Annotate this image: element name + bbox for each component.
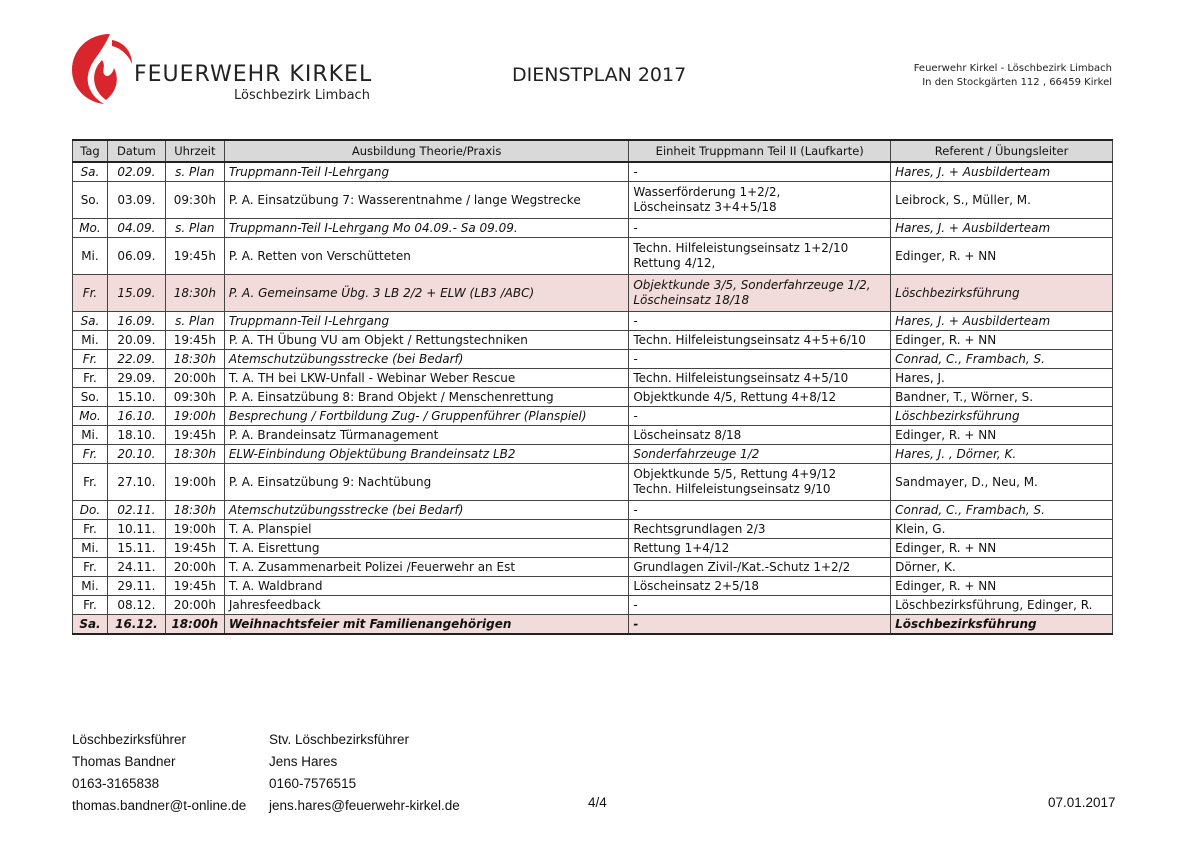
cell-einheit: [629, 388, 891, 407]
cell-einheit: [629, 426, 891, 445]
einheit-line: -: [633, 220, 638, 235]
footer-email[interactable]: thomas.bandner@t-online.de: [72, 798, 247, 813]
cell-tag: Fr.: [73, 445, 108, 464]
cell-referent: Löschbezirksführung: [891, 275, 1113, 312]
table-row: [73, 407, 1113, 426]
cell-referent: Hares, J. + Ausbilderteam: [891, 219, 1113, 238]
table-row: [73, 445, 1113, 464]
cell-referent: Conrad, C., Frambach, S.: [891, 501, 1113, 520]
cell-uhrzeit: 19:45h: [165, 331, 224, 350]
cell-datum: 10.11.: [107, 520, 165, 539]
einheit-line: -: [633, 616, 639, 631]
cell-uhrzeit: 19:45h: [165, 539, 224, 558]
table-header-row: [73, 140, 1113, 162]
cell-einheit: [629, 331, 891, 350]
cell-referent: Edinger, R. + NN: [891, 577, 1113, 596]
cell-tag: Mi.: [73, 577, 108, 596]
cell-uhrzeit: 20:00h: [165, 369, 224, 388]
address-line: In den Stockgärten 112 , 66459 Kirkel: [922, 77, 1112, 88]
cell-referent: Dörner, K.: [891, 558, 1113, 577]
cell-ausbildung: Truppmann-Teil I-Lehrgang: [224, 162, 629, 182]
cell-tag: Fr.: [73, 350, 108, 369]
footer-person: Thomas Bandner: [72, 754, 176, 769]
einheit-line: Löscheinsatz 8/18: [633, 427, 742, 442]
cell-einheit: [629, 275, 891, 312]
einheit-line: Objektkunde 5/5, Rettung 4+9/12: [633, 467, 837, 481]
einheit-line: -: [633, 408, 638, 423]
table-row: [73, 615, 1113, 635]
cell-uhrzeit: 18:30h: [165, 501, 224, 520]
table-row: [73, 219, 1113, 238]
cell-einheit: [629, 312, 891, 331]
cell-uhrzeit: s. Plan: [165, 162, 224, 182]
table-row: [73, 238, 1113, 275]
table-row: [73, 520, 1113, 539]
cell-datum: 16.10.: [107, 407, 165, 426]
cell-ausbildung: Atemschutzübungsstrecke (bei Bedarf): [224, 501, 629, 520]
cell-datum: 22.09.: [107, 350, 165, 369]
einheit-line: Löscheinsatz 2+5/18: [633, 578, 759, 593]
cell-uhrzeit: 19:00h: [165, 407, 224, 426]
cell-referent: Klein, G.: [891, 520, 1113, 539]
cell-referent: Sandmayer, D., Neu, M.: [891, 464, 1113, 501]
table-row: [73, 369, 1113, 388]
cell-datum: 27.10.: [107, 464, 165, 501]
cell-ausbildung: Truppmann-Teil I-Lehrgang: [224, 312, 629, 331]
column-header-ausbildung: Ausbildung Theorie/Praxis: [224, 140, 629, 162]
cell-referent: Löschbezirksführung, Edinger, R.: [891, 596, 1113, 615]
column-header-datum: Datum: [107, 140, 165, 162]
cell-tag: Do.: [73, 501, 108, 520]
table-row: [73, 426, 1113, 445]
cell-datum: 20.09.: [107, 331, 165, 350]
cell-einheit: [629, 558, 891, 577]
cell-tag: So.: [73, 182, 108, 219]
einheit-line: Wasserförderung 1+2/2,: [633, 185, 781, 199]
cell-ausbildung: Atemschutzübungsstrecke (bei Bedarf): [224, 350, 629, 369]
cell-tag: Sa.: [73, 615, 108, 635]
column-header-tag: Tag: [73, 140, 108, 162]
cell-uhrzeit: 19:45h: [165, 577, 224, 596]
einheit-line: Löscheinsatz 3+4+5/18: [633, 200, 777, 214]
cell-ausbildung: Truppmann-Teil I-Lehrgang Mo 04.09.- Sa 09.09.: [224, 219, 629, 238]
einheit-line: Techn. Hilfeleistungseinsatz 4+5/10: [633, 370, 849, 385]
table-row: [73, 350, 1113, 369]
einheit-line: -: [633, 313, 638, 328]
cell-referent: Bandner, T., Wörner, S.: [891, 388, 1113, 407]
einheit-line: -: [633, 164, 638, 179]
org-name: FEUERWEHR KIRKEL: [134, 62, 373, 87]
document-date: 07.01.2017: [1048, 795, 1116, 810]
cell-datum: 15.10.: [107, 388, 165, 407]
table-row: [73, 388, 1113, 407]
page-title: DIENSTPLAN 2017: [512, 64, 687, 86]
cell-ausbildung: P. A. Einsatzübung 7: Wasserentnahme / lange Wegstrecke: [224, 182, 629, 219]
cell-tag: Fr.: [73, 369, 108, 388]
einheit-line: Objektkunde 4/5, Rettung 4+8/12: [633, 389, 837, 404]
table-row: [73, 596, 1113, 615]
schedule-table: [72, 139, 1113, 635]
cell-einheit: [629, 445, 891, 464]
cell-uhrzeit: 18:30h: [165, 445, 224, 464]
cell-referent: Hares, J. + Ausbilderteam: [891, 162, 1113, 182]
einheit-line: Techn. Hilfeleistungseinsatz 1+2/10: [633, 241, 849, 255]
cell-tag: Mi.: [73, 331, 108, 350]
cell-ausbildung: Jahresfeedback: [224, 596, 629, 615]
cell-uhrzeit: 19:00h: [165, 520, 224, 539]
cell-ausbildung: P. A. Einsatzübung 8: Brand Objekt / Menschenrettung: [224, 388, 629, 407]
footer-contact-left: [72, 729, 246, 817]
footer-phone: 0163-3165838: [72, 776, 160, 791]
cell-uhrzeit: 18:30h: [165, 275, 224, 312]
cell-datum: 03.09.: [107, 182, 165, 219]
table-row: [73, 577, 1113, 596]
cell-uhrzeit: 20:00h: [165, 596, 224, 615]
cell-einheit: [629, 162, 891, 182]
cell-referent: Löschbezirksführung: [891, 615, 1113, 635]
cell-datum: 15.09.: [107, 275, 165, 312]
org-subtitle: Löschbezirk Limbach: [234, 88, 370, 103]
einheit-line: Sonderfahrzeuge 1/2: [633, 446, 760, 461]
einheit-line: -: [633, 597, 638, 612]
column-header-einheit: Einheit Truppmann Teil II (Laufkarte): [629, 140, 891, 162]
cell-uhrzeit: 18:00h: [165, 615, 224, 635]
cell-uhrzeit: 19:45h: [165, 426, 224, 445]
cell-einheit: [629, 350, 891, 369]
table-row: [73, 275, 1113, 312]
cell-referent: Löschbezirksführung: [891, 407, 1113, 426]
cell-ausbildung: P. A. TH Übung VU am Objekt / Rettungstechniken: [224, 331, 629, 350]
cell-uhrzeit: 19:45h: [165, 238, 224, 275]
einheit-line: Objektkunde 3/5, Sonderfahrzeuge 1/2,: [633, 278, 871, 292]
cell-datum: 06.09.: [107, 238, 165, 275]
cell-datum: 29.09.: [107, 369, 165, 388]
einheit-line: Löscheinsatz 18/18: [633, 293, 750, 307]
cell-einheit: [629, 219, 891, 238]
footer-person: Jens Hares: [269, 754, 338, 769]
cell-referent: Edinger, R. + NN: [891, 331, 1113, 350]
address-line: Feuerwehr Kirkel - Löschbezirk Limbach: [913, 63, 1112, 74]
cell-datum: 02.11.: [107, 501, 165, 520]
footer-role: Löschbezirksführer: [72, 732, 187, 747]
cell-datum: 29.11.: [107, 577, 165, 596]
cell-einheit: [629, 615, 891, 635]
cell-einheit: [629, 464, 891, 501]
cell-ausbildung: T. A. Planspiel: [224, 520, 629, 539]
cell-referent: Edinger, R. + NN: [891, 426, 1113, 445]
cell-ausbildung: Weihnachtsfeier mit Familienangehörigen: [224, 615, 629, 635]
cell-referent: Hares, J. + Ausbilderteam: [891, 312, 1113, 331]
cell-tag: Mi.: [73, 426, 108, 445]
cell-referent: Edinger, R. + NN: [891, 539, 1113, 558]
cell-datum: 24.11.: [107, 558, 165, 577]
logo: [70, 30, 390, 110]
table-row: [73, 162, 1113, 182]
flame-logo-icon: [70, 30, 134, 106]
cell-ausbildung: P. A. Gemeinsame Übg. 3 LB 2/2 + ELW (LB3 /ABC): [224, 275, 629, 312]
cell-datum: 08.12.: [107, 596, 165, 615]
cell-ausbildung: P. A. Einsatzübung 9: Nachtübung: [224, 464, 629, 501]
cell-tag: Fr.: [73, 464, 108, 501]
cell-tag: Fr.: [73, 596, 108, 615]
cell-einheit: [629, 520, 891, 539]
cell-tag: Fr.: [73, 275, 108, 312]
column-header-referent: Referent / Übungsleiter: [891, 140, 1113, 162]
table-row: [73, 312, 1113, 331]
cell-uhrzeit: 18:30h: [165, 350, 224, 369]
einheit-line: Rettung 1+4/12: [633, 540, 730, 555]
cell-tag: Fr.: [73, 558, 108, 577]
cell-ausbildung: T. A. Zusammenarbeit Polizei /Feuerwehr an Est: [224, 558, 629, 577]
cell-ausbildung: T. A. Waldbrand: [224, 577, 629, 596]
cell-ausbildung: Besprechung / Fortbildung Zug- / Gruppenführer (Planspiel): [224, 407, 629, 426]
cell-einheit: [629, 238, 891, 275]
cell-uhrzeit: 19:00h: [165, 464, 224, 501]
einheit-line: Techn. Hilfeleistungseinsatz 4+5+6/10: [633, 332, 866, 347]
cell-datum: 16.09.: [107, 312, 165, 331]
cell-uhrzeit: 09:30h: [165, 388, 224, 407]
einheit-line: Rettung 4/12,: [633, 256, 716, 270]
cell-einheit: [629, 407, 891, 426]
cell-einheit: [629, 501, 891, 520]
cell-tag: Mo.: [73, 219, 108, 238]
table-row: [73, 464, 1113, 501]
cell-tag: Mi.: [73, 539, 108, 558]
cell-einheit: [629, 182, 891, 219]
table-row: [73, 501, 1113, 520]
cell-uhrzeit: s. Plan: [165, 312, 224, 331]
cell-tag: Mi.: [73, 238, 108, 275]
cell-ausbildung: T. A. TH bei LKW-Unfall - Webinar Weber Rescue: [224, 369, 629, 388]
cell-referent: Leibrock, S., Müller, M.: [891, 182, 1113, 219]
cell-einheit: [629, 539, 891, 558]
cell-datum: 20.10.: [107, 445, 165, 464]
cell-einheit: [629, 577, 891, 596]
footer-role: Stv. Löschbezirksführer: [269, 732, 410, 747]
cell-referent: Edinger, R. + NN: [891, 238, 1113, 275]
cell-einheit: [629, 596, 891, 615]
cell-tag: Fr.: [73, 520, 108, 539]
cell-datum: 18.10.: [107, 426, 165, 445]
cell-tag: Mo.: [73, 407, 108, 426]
footer-phone: 0160-7576515: [269, 776, 357, 791]
cell-ausbildung: P. A. Brandeinsatz Türmanagement: [224, 426, 629, 445]
cell-referent: Hares, J. , Dörner, K.: [891, 445, 1113, 464]
cell-tag: Sa.: [73, 312, 108, 331]
cell-ausbildung: ELW-Einbindung Objektübung Brandeinsatz LB2: [224, 445, 629, 464]
einheit-line: -: [633, 502, 638, 517]
table-row: [73, 331, 1113, 350]
cell-uhrzeit: 20:00h: [165, 558, 224, 577]
einheit-line: Techn. Hilfeleistungseinsatz 9/10: [633, 482, 831, 496]
cell-datum: 04.09.: [107, 219, 165, 238]
einheit-line: -: [633, 351, 638, 366]
cell-referent: Conrad, C., Frambach, S.: [891, 350, 1113, 369]
cell-tag: So.: [73, 388, 108, 407]
footer-contact-middle: [269, 729, 460, 817]
cell-ausbildung: T. A. Eisrettung: [224, 539, 629, 558]
table-row: [73, 182, 1113, 219]
page-number: 4/4: [588, 795, 607, 810]
cell-uhrzeit: 09:30h: [165, 182, 224, 219]
cell-datum: 16.12.: [107, 615, 165, 635]
column-header-uhrzeit: Uhrzeit: [165, 140, 224, 162]
cell-tag: Sa.: [73, 162, 108, 182]
einheit-line: Grundlagen Zivil-/Kat.-Schutz 1+2/2: [633, 559, 851, 574]
einheit-line: Rechtsgrundlagen 2/3: [633, 521, 766, 536]
cell-datum: 02.09.: [107, 162, 165, 182]
address-block: [914, 62, 1112, 90]
cell-referent: Hares, J.: [891, 369, 1113, 388]
cell-einheit: [629, 369, 891, 388]
cell-datum: 15.11.: [107, 539, 165, 558]
cell-ausbildung: P. A. Retten von Verschütteten: [224, 238, 629, 275]
footer-email[interactable]: jens.hares@feuerwehr-kirkel.de: [269, 798, 460, 813]
cell-uhrzeit: s. Plan: [165, 219, 224, 238]
table-row: [73, 558, 1113, 577]
table-row: [73, 539, 1113, 558]
